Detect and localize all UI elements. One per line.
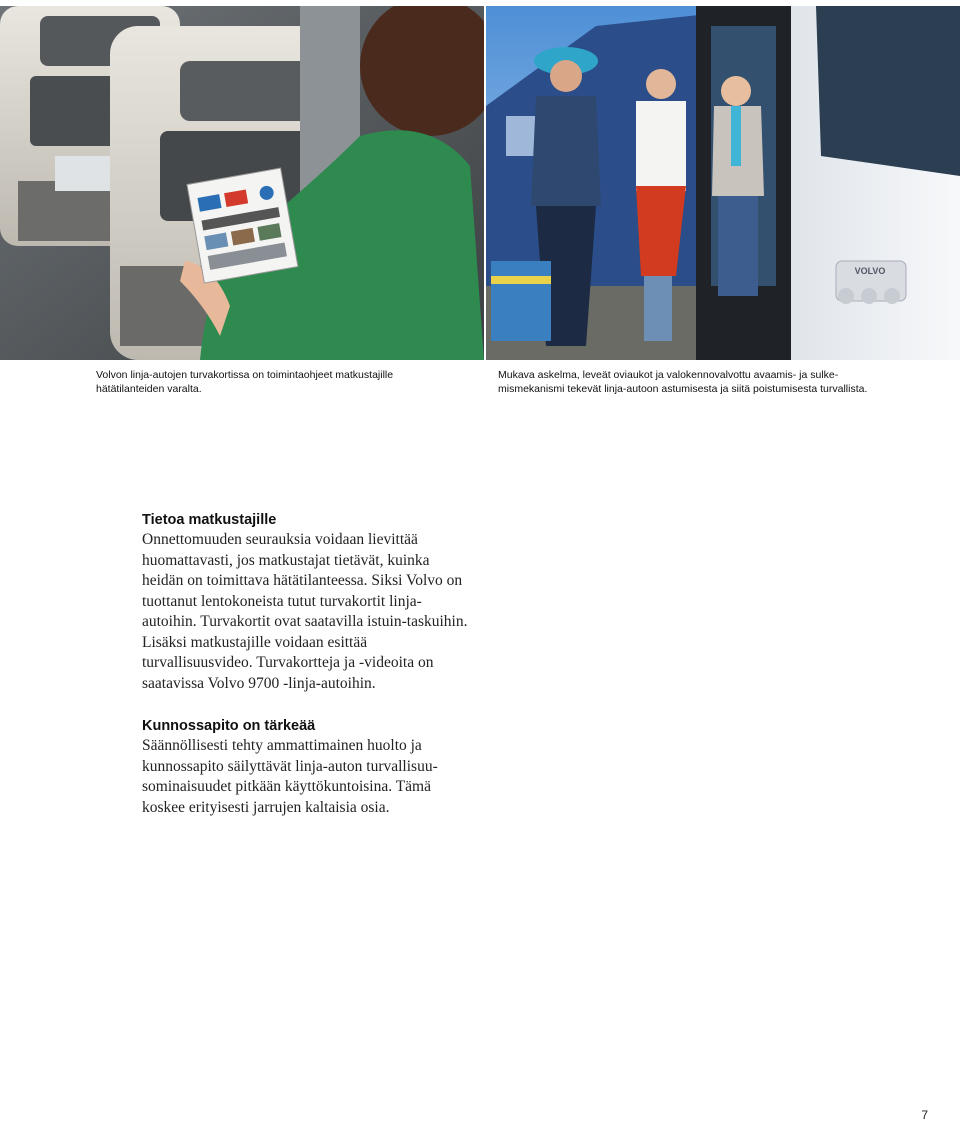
section-maintenance: [142, 716, 472, 818]
bus-logo: VOLVO: [854, 266, 886, 276]
section-body: Säännöllisesti tehty ammattimainen huolto ja kunnossapito säilyttävät linja-auton turvallisuu-sominaisuudet pitkään käyttökuntoisina. Tämä koskee erityisesti jarrujen kaltaisia osia.: [142, 737, 438, 816]
section-body: Onnettomuuden seurauksia voidaan lievittää huomattavasti, jos matkustajat tietävät, kuinka heidän on toimittava hätätilanteessa. Siksi Volvo on tuottanut lentokoneista tutut turvakortit linja-autoihin. Turvakortit ovat saatavilla istuin-taskuihin. Lisäksi matkustajille voidaan esittää turvallisuusvideo. Turvakortteja ja -videoita on saatavissa Volvo 9700 -linja-autoihin.: [142, 531, 468, 692]
bus-interior-illustration: [0, 6, 484, 360]
section-title: Tietoa matkustajille: [142, 512, 277, 528]
caption-right: Mukava askelma, leveät oviaukot ja valokennovalvottu avaamis- ja sulke-mismekanismi tekevät linja-autoon astumisesta ja siitä poistumisesta turvallista.: [498, 369, 868, 395]
bus-boarding-illustration: [486, 6, 960, 360]
section-passenger-info: [142, 510, 472, 694]
page-number: 7: [921, 1108, 928, 1122]
photo-bus-interior: [0, 6, 484, 360]
photo-bus-boarding: [486, 6, 960, 360]
section-title: Kunnossapito on tärkeää: [142, 718, 316, 734]
caption-left: Volvon linja-autojen turvakortissa on toimintaohjeet matkustajille hätätilanteiden varalta.: [96, 369, 394, 395]
